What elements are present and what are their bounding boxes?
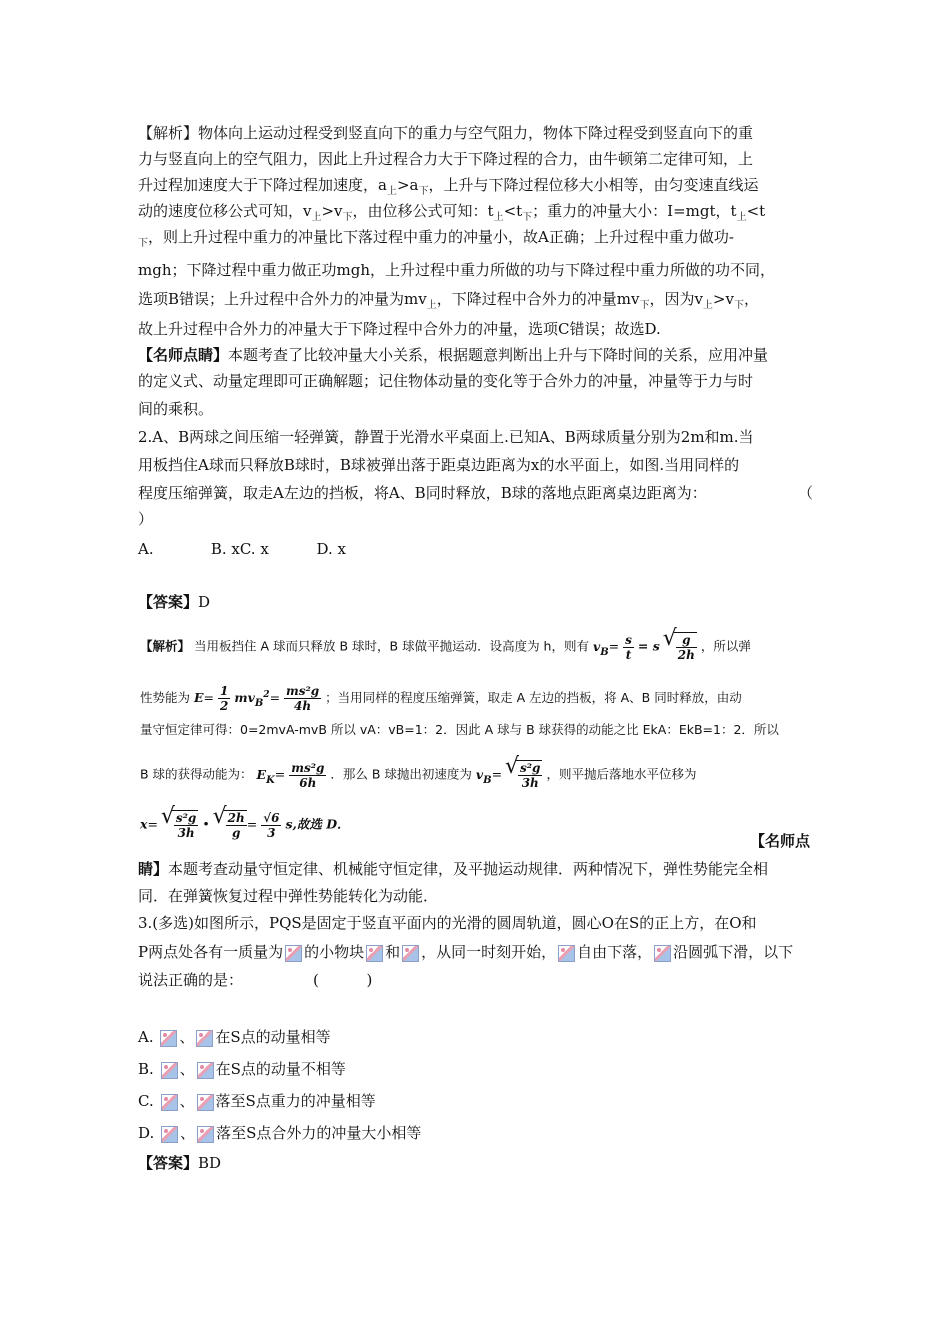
question-3-line-2: P两点处各有一质量为 的小物块 和 ，从同一时刻开始， 自由下落， 沿圆弧下滑，以下 bbox=[138, 943, 794, 961]
comment-2-heading: 【名师点 bbox=[750, 832, 811, 850]
broken-image-icon bbox=[285, 945, 302, 962]
analysis-line-8: 故上升过程中合外力的冲量大于下降过程中合外力的冲量，选项C错误；故选D. bbox=[138, 320, 661, 338]
comment-2-line-1: 睛】本题考查动量守恒定律、机械能守恒定律，及平抛运动规律．两种情况下，弹性势能完全相 bbox=[138, 860, 769, 878]
question-2-line-3: 程度压缩弹簧，取走A左边的挡板，将A、B同时释放，B球的落地点距离桌边距离为： （ bbox=[138, 484, 814, 502]
question-3-option-c: C. 、 落至S点重力的冲量相等 bbox=[138, 1092, 376, 1110]
broken-image-icon bbox=[196, 1030, 213, 1047]
analysis-line-2: 力与竖直向上的空气阻力，因此上升过程合力大于下降过程的合力，由牛顿第二定律可知，上 bbox=[138, 150, 754, 168]
question-2-options: A. B. xC. x D. x bbox=[138, 540, 346, 558]
comment-2-line-2: 同．在弹簧恢复过程中弹性势能转化为动能． bbox=[138, 887, 439, 905]
broken-image-icon bbox=[366, 945, 383, 962]
broken-image-icon bbox=[197, 1062, 214, 1079]
question-3-answer: 【答案】BD bbox=[138, 1154, 222, 1172]
question-2-line-4: ） bbox=[138, 510, 154, 528]
solution-line-5: x= √ $\frac{\text{s²g}}{3h}$ • √ $\frac{2h}{g}$ = $\frac{√6}{3}$ s,故选 D． bbox=[140, 810, 350, 840]
solution-line-1: 【解析】 当用板挡住 A 球而只释放 B 球时，B 球做平抛运动．设高度为 h，则有 $v_B=$ $\frac{s}{t}$ = s √ $\frac{g}{2h}$ ，所以弹 bbox=[140, 632, 751, 662]
analysis-line-7: 选项B错误；上升过程中合外力的冲量为$mv_上$，下降过程中合外力的冲量$mv_下$，因为$v_上>v_下$， bbox=[138, 290, 759, 311]
analysis-line-4: 动的速度位移公式可知，$v_上>v_下$，由位移公式可知：$t_上<t_下$；重力的冲量大小：I=mgt，$t_上<t$ bbox=[138, 202, 766, 223]
question-3-line-3: 说法正确的是： ( ) bbox=[138, 971, 373, 989]
broken-image-icon bbox=[197, 1094, 214, 1111]
broken-image-icon bbox=[402, 945, 419, 962]
comment-line-2: 的定义式、动量定理即可正确解题；记住物体动量的变化等于合外力的冲量，冲量等于力与时 bbox=[138, 372, 754, 390]
broken-image-icon bbox=[558, 945, 575, 962]
analysis-line-3: 升过程加速度大于下降过程加速度，$a_上>a_下$，上升与下降过程位移大小相等，由匀变速直线运 bbox=[138, 176, 759, 197]
broken-image-icon bbox=[197, 1126, 214, 1143]
broken-image-icon bbox=[161, 1062, 178, 1079]
comment-line-1: 【名师点睛】本题考查了比较冲量大小关系，根据题意判断出上升与下降时间的关系，应用冲量 bbox=[138, 346, 769, 364]
comment-line-3: 间的乘积。 bbox=[138, 400, 214, 418]
broken-image-icon bbox=[654, 945, 671, 962]
question-3-option-a: A. 、 在S点的动量相等 bbox=[138, 1028, 331, 1046]
analysis-line-6: mgh；下降过程中重力做正功mgh，上升过程中重力所做的功与下降过程中重力所做的功不同， bbox=[138, 261, 775, 279]
solution-line-2: 性势能为 E= $\frac{1}{2}$ $mv_B^2=$ $\frac{\text{ms²g}}{4h}$ ；当用同样的程度压缩弹簧，取走 A 左边的挡板，将 A、B 同时释放，由动 bbox=[140, 684, 742, 713]
solution-line-3: 量守恒定律可得：0=2mvA-mvB 所以 vA：vB=1：2．因此 A 球与 B 球获得的动能之比 EkA：EkB=1：2．所以 bbox=[140, 722, 779, 737]
broken-image-icon bbox=[160, 1030, 177, 1047]
analysis-line-1: 【解析】物体向上运动过程受到竖直向下的重力与空气阻力，物体下降过程受到竖直向下的重 bbox=[138, 124, 754, 142]
question-2-line-1: 2.A、B两球之间压缩一轻弹簧，静置于光滑水平桌面上.已知A、B两球质量分别为2m和m.当 bbox=[138, 428, 754, 446]
solution-line-4: B 球的获得动能为： $E_K=$ $\frac{\text{ms²g}}{6h}$ ．那么 B 球抛出初速度为 $v_B=$ √ $\frac{\text{s²g}}{3h}$ ，则平抛后落地水平位移为 bbox=[140, 760, 696, 790]
question-3-option-b: B. 、 在S点的动量不相等 bbox=[138, 1060, 346, 1078]
question-2-line-2: 用板挡住A球而只释放B球时，B球被弹出落于距桌边距离为x的水平面上，如图.当用同样的 bbox=[138, 456, 740, 474]
question-3-line-1: 3.(多选)如图所示，PQS是固定于竖直平面内的光滑的圆周轨道，圆心O在S的正上方，在O和 bbox=[138, 914, 757, 932]
question-2-answer: 【答案】D bbox=[138, 593, 211, 611]
broken-image-icon bbox=[161, 1126, 178, 1143]
question-3-option-d: D. 、 落至S点合外力的冲量大小相等 bbox=[138, 1124, 422, 1142]
broken-image-icon bbox=[161, 1094, 178, 1111]
analysis-line-5: $_下$，则上升过程中重力的冲量比下落过程中重力的冲量小，故A正确；上升过程中重力做功- bbox=[138, 228, 734, 249]
